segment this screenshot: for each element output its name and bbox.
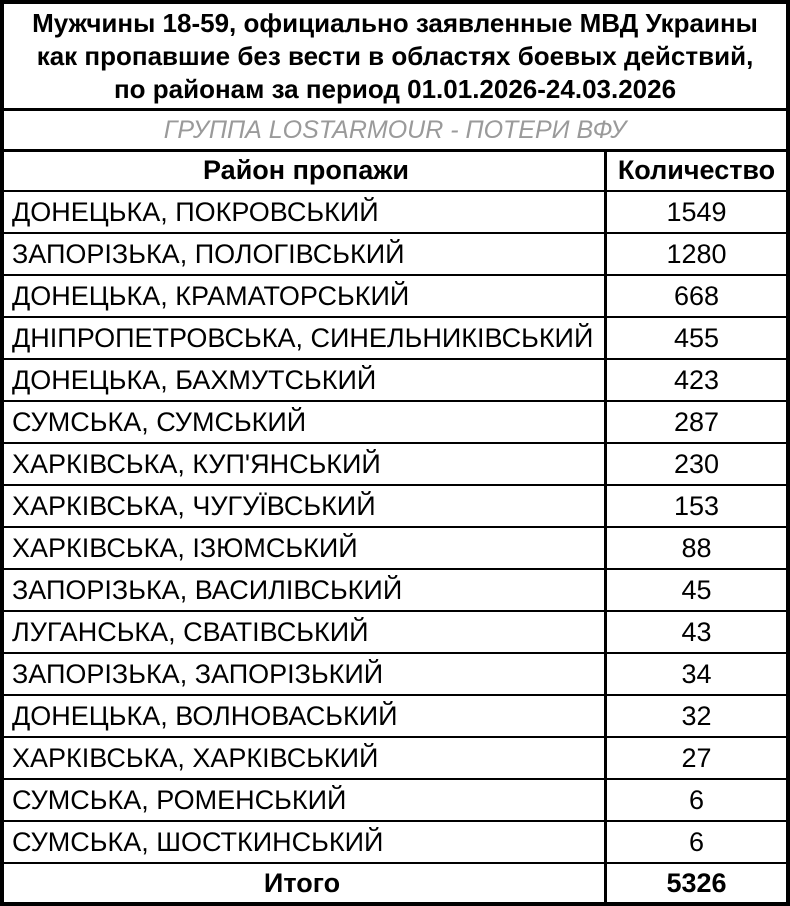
district-cell: ХАРКІВСЬКА, КУП'ЯНСЬКИЙ [12,448,381,479]
count-cell: 1280 [604,234,786,274]
count-cell: 6 [604,780,786,820]
district-cell: ДОНЕЦЬКА, ПОКРОВСЬКИЙ [12,196,379,227]
district-cell: ДОНЕЦЬКА, КРАМАТОРСЬКИЙ [12,280,410,311]
table-row [4,486,786,528]
total-label: Итого [263,867,341,898]
table-footer-row [4,862,786,902]
table-row [4,822,786,862]
district-cell: ДОНЕЦЬКА, БАХМУТСЬКИЙ [12,364,377,395]
table-row [4,444,786,486]
count-cell: 455 [604,318,786,358]
column-header-district: Район пропажи [203,155,409,186]
total-value: 5326 [604,864,786,902]
count-cell: 32 [604,696,786,736]
district-cell: ХАРКІВСЬКА, ІЗЮМСЬКИЙ [12,532,358,563]
table-row [4,612,786,654]
district-cell: СУМСЬКА, ШОСТКИНСЬКИЙ [12,826,384,857]
table-row [4,402,786,444]
count-cell: 153 [604,486,786,526]
count-cell: 230 [604,444,786,484]
table-row [4,654,786,696]
table-row [4,780,786,822]
table-row [4,528,786,570]
table-row [4,570,786,612]
table-row [4,276,786,318]
page-title [4,4,786,111]
count-cell: 423 [604,360,786,400]
count-cell: 27 [604,738,786,778]
district-cell: ДНІПРОПЕТРОВСЬКА, СИНЕЛЬНИКІВСЬКИЙ [12,322,594,353]
count-cell: 287 [604,402,786,442]
count-cell: 6 [604,822,786,862]
title-line-1: Мужчины 18-59, официально заявленные МВД Украины [32,8,758,38]
district-cell: ДОНЕЦЬКА, ВОЛНОВАСЬКИЙ [12,700,398,731]
count-cell: 43 [604,612,786,652]
watermark-subtitle: ГРУППА LOSTARMOUR - ПОТЕРИ ВФУ [4,111,786,152]
table-row [4,318,786,360]
district-cell: ЗАПОРІЗЬКА, ЗАПОРІЗЬКИЙ [12,658,384,689]
table-row [4,738,786,780]
district-cell: ЛУГАНСЬКА, СВАТІВСЬКИЙ [12,616,369,647]
title-line-2: как пропавшие без вести в областях боевых действий, [36,41,754,71]
table-row [4,360,786,402]
count-cell: 45 [604,570,786,610]
district-cell: ЗАПОРІЗЬКА, ПОЛОГІВСЬКИЙ [12,238,405,269]
count-cell: 1549 [604,192,786,232]
title-line-3: по районам за период 01.01.2026-24.03.2026 [113,74,677,104]
table-body [4,192,786,862]
column-header-count: Количество [604,152,786,190]
district-cell: ХАРКІВСЬКА, ЧУГУЇВСЬКИЙ [12,490,376,521]
table-header-row [4,152,786,192]
district-cell: СУМСЬКА, РОМЕНСЬКИЙ [12,784,347,815]
district-cell: ЗАПОРІЗЬКА, ВАСИЛІВСЬКИЙ [12,574,403,605]
district-cell: ХАРКІВСЬКА, ХАРКІВСЬКИЙ [12,742,379,773]
table-row [4,234,786,276]
district-cell: СУМСЬКА, СУМСЬКИЙ [12,406,307,437]
count-cell: 668 [604,276,786,316]
count-cell: 34 [604,654,786,694]
table-row [4,696,786,738]
count-cell: 88 [604,528,786,568]
table-row [4,192,786,234]
